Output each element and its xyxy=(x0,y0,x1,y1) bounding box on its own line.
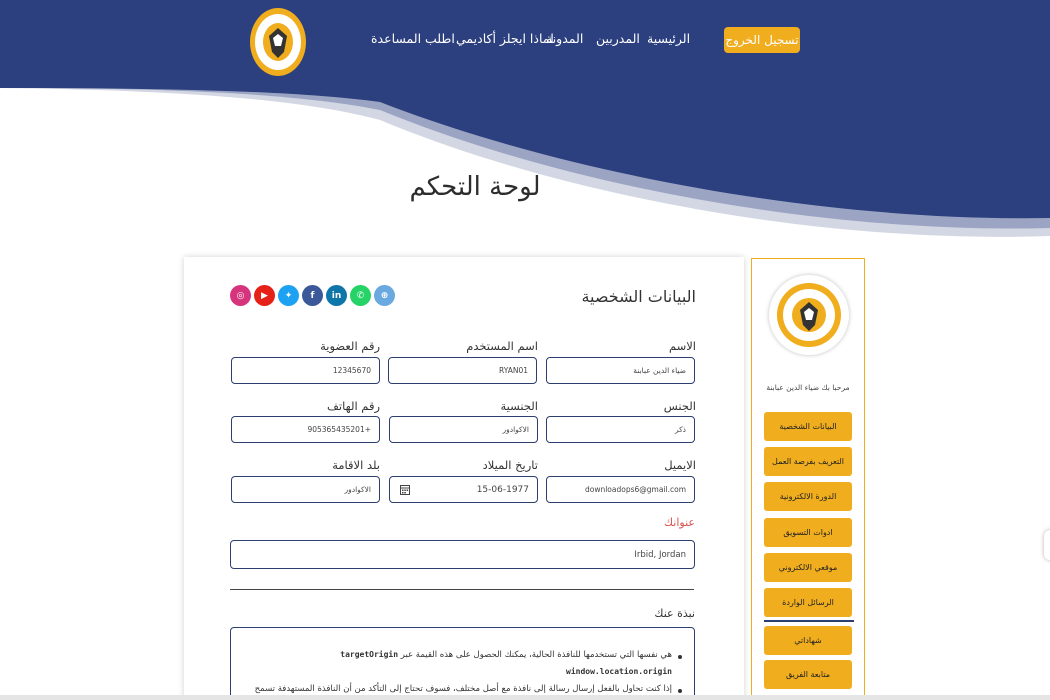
address-label: عنوانك xyxy=(664,516,695,529)
facebook-icon[interactable]: f xyxy=(302,285,323,306)
divider xyxy=(230,589,694,590)
name-label: الاسم xyxy=(668,339,696,353)
sidebar-item-job-opportunity[interactable]: التعريف بفرصة العمل xyxy=(764,447,852,476)
birthdate-label: تاريخ الميلاد xyxy=(482,458,538,472)
nationality-field[interactable]: الاكوادور xyxy=(389,416,538,443)
sidebar-item-marketing-tools[interactable]: ادوات التسويق xyxy=(764,518,852,547)
sidebar-item-team-tracking[interactable]: متابعة الفريق xyxy=(764,660,852,689)
member-number-label: رقم العضوية xyxy=(320,339,380,353)
academy-logo[interactable] xyxy=(249,6,307,78)
email-label: الايميل xyxy=(664,458,696,472)
sidebar xyxy=(751,258,865,700)
bio-line xyxy=(340,650,672,660)
page-title: لوحة التحكم xyxy=(409,172,541,202)
username-label: اسم المستخدم xyxy=(466,339,538,353)
side-widget-tab[interactable] xyxy=(1044,530,1050,560)
academy-logo xyxy=(776,282,842,348)
sidebar-item-inbox[interactable]: الرسائل الواردة xyxy=(764,588,852,617)
bio-line xyxy=(255,684,672,694)
welcome-text: مرحبا بك ضياء الدين عبابنة xyxy=(766,383,850,392)
social-links xyxy=(230,285,395,306)
gender-label: الجنس xyxy=(663,399,696,413)
bio-code: window.location.origin xyxy=(566,667,672,676)
nav-blog[interactable]: المدونة xyxy=(546,31,584,46)
profile-avatar xyxy=(769,275,849,355)
birthdate-field[interactable] xyxy=(389,476,538,503)
nav-why-eagles[interactable]: لماذا ايجلز أكاديمي xyxy=(456,31,554,46)
bio-text: إذا كنت تحاول بالفعل إرسال رسالة إلى نافذة مع أصل مختلف، فسوف تحتاج إلى التأكد من أن النافذة المستهدفة تسمح xyxy=(254,684,672,694)
address-field[interactable]: Irbid, Jordan xyxy=(230,540,695,569)
bio-line xyxy=(566,667,672,677)
sidebar-separator xyxy=(764,620,854,622)
member-number-field[interactable]: 12345670 xyxy=(231,357,380,384)
username-field[interactable]: RYAN01 xyxy=(388,357,537,384)
gender-field[interactable]: ذكر xyxy=(546,416,695,443)
phone-label: رقم الهاتف xyxy=(327,399,380,413)
sidebar-item-online-course[interactable]: الدورة الالكترونية xyxy=(764,482,852,511)
instagram-icon[interactable]: ◎ xyxy=(230,285,251,306)
whatsapp-icon[interactable]: ✆ xyxy=(350,285,371,306)
phone-field[interactable]: 905365435201+ xyxy=(231,416,380,443)
bio-text: هي نفسها التي تستخدمها للنافذة الحالية، يمكنك الحصول على هذه القيمة عبر xyxy=(400,650,672,660)
nav-trainers[interactable]: المدربين xyxy=(596,31,640,46)
twitter-icon[interactable]: ✦ xyxy=(278,285,299,306)
name-field[interactable]: ضياء الدين عبابنة xyxy=(546,357,695,384)
sidebar-item-personal-data[interactable]: البيانات الشخصية xyxy=(764,412,852,441)
horizontal-scrollbar[interactable] xyxy=(0,695,1050,700)
https-icon[interactable]: ⊕ xyxy=(374,285,395,306)
sidebar-item-certificates[interactable]: شهاداتي xyxy=(764,626,852,655)
email-field[interactable]: downloadops6@gmail.com xyxy=(546,476,695,503)
profile-card xyxy=(184,257,744,700)
bio-textarea[interactable] xyxy=(230,627,695,700)
residence-field[interactable]: الاكوادور xyxy=(231,476,380,503)
nationality-label: الجنسية xyxy=(500,399,538,413)
birthdate-value: 15-06-1977 xyxy=(476,484,529,495)
bio-code: targetOrigin xyxy=(340,650,399,659)
bio-label: نبذة عنك xyxy=(654,607,695,620)
linkedin-icon[interactable]: in xyxy=(326,285,347,306)
section-title: البيانات الشخصية xyxy=(581,287,696,306)
youtube-icon[interactable]: ▶ xyxy=(254,285,275,306)
bullet xyxy=(678,689,682,693)
calendar-icon[interactable] xyxy=(400,484,410,495)
nav-home[interactable]: الرئيسية xyxy=(647,31,691,46)
sidebar-item-my-website[interactable]: موقعي الالكتروني xyxy=(764,553,852,582)
residence-label: بلد الاقامة xyxy=(332,458,380,472)
nav-help[interactable]: اطلب المساعدة xyxy=(371,31,455,46)
bullet xyxy=(678,655,682,659)
logout-button[interactable]: تسجيل الخروج xyxy=(724,27,800,53)
